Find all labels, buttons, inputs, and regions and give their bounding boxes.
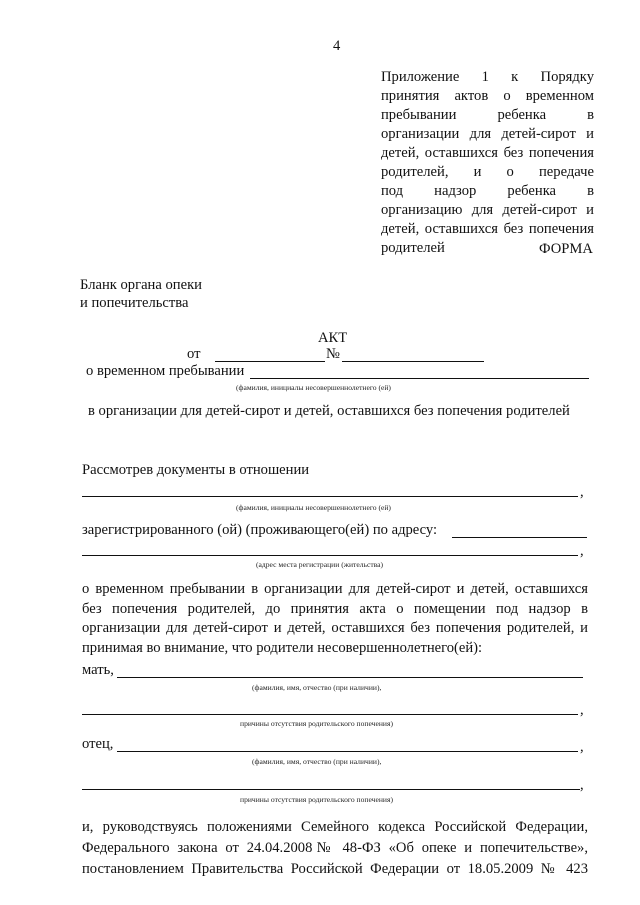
appendix-line: родителей, и о передаче bbox=[381, 164, 594, 180]
body-line: о временном пребывании в организации для детей-сирот и детей, оставшихся bbox=[82, 581, 588, 597]
appendix-line: под надзор ребенка в bbox=[381, 183, 594, 199]
registered-label: зарегистрированного (ой) (проживающего(ей) по адресу: bbox=[82, 522, 438, 538]
hint-mother-fio: (фамилия, имя, отчество (при наличии), bbox=[252, 683, 382, 692]
number-sign: № bbox=[326, 346, 340, 362]
hint-father-fio: (фамилия, имя, отчество (при наличии), bbox=[252, 757, 382, 766]
appendix-line: Приложение 1 к Порядку bbox=[381, 69, 594, 85]
body-line: без попечения родителей, до принятия акта о помещении под надзор в bbox=[82, 600, 588, 617]
final-line: Федерального закона от 24.04.2008№ 48-ФЗ «Об опеке и попечительстве», bbox=[82, 840, 588, 856]
number-field[interactable] bbox=[342, 361, 484, 362]
address-field-2[interactable] bbox=[82, 555, 578, 556]
appendix-note bbox=[381, 68, 594, 258]
final-line: постановлением Правительства Российской Федерации от 18.05.2009 № 423 bbox=[82, 861, 588, 877]
letterhead-line-1: Бланк органа опеки bbox=[80, 277, 202, 293]
letterhead-line-2: и попечительства bbox=[80, 295, 189, 311]
appendix-line: пребывании ребенка в bbox=[381, 107, 594, 123]
hint-father-reasons: причины отсутствия родительского попечения) bbox=[240, 795, 393, 804]
father-label: отец, bbox=[82, 736, 114, 752]
reviewed-label: Рассмотрев документы в отношении bbox=[82, 462, 310, 478]
appendix-line: принятия актов о временном bbox=[381, 88, 594, 104]
comma: , bbox=[580, 702, 584, 718]
comma: , bbox=[580, 484, 584, 500]
appendix-line: организации для детей-сирот и bbox=[381, 126, 594, 142]
appendix-line: родителей bbox=[381, 240, 445, 256]
stay-label: о временном пребывании bbox=[86, 363, 245, 379]
hint-address: (адрес места регистрации (жительства) bbox=[256, 560, 384, 569]
mother-reason-field[interactable] bbox=[82, 714, 578, 715]
body-line: принимая во внимание, что родители несовершеннолетнего(ей): bbox=[82, 639, 483, 656]
hint-minor-fio-2: (фамилия, инициалы несовершеннолетнего (ей) bbox=[236, 503, 391, 512]
act-title: АКТ bbox=[318, 330, 348, 346]
father-name-field[interactable] bbox=[117, 751, 578, 752]
address-field[interactable] bbox=[452, 537, 587, 538]
comma: , bbox=[580, 739, 584, 755]
minor-name-field[interactable] bbox=[250, 378, 589, 379]
final-line: и, руководствуясь положениями Семейного кодекса Российской Федерации, bbox=[82, 819, 588, 835]
appendix-line: детей, оставшихся без попечения bbox=[381, 145, 594, 161]
organization-line: в организации для детей-сирот и детей, оставшихся без попечения родителей bbox=[88, 403, 570, 419]
from-label: от bbox=[187, 346, 201, 362]
comma: , bbox=[580, 543, 584, 559]
father-reason-field[interactable] bbox=[82, 789, 580, 790]
body-paragraph bbox=[82, 580, 588, 658]
appendix-line: детей, оставшихся без попечения bbox=[381, 221, 594, 237]
minor-name-field-2[interactable] bbox=[82, 496, 578, 497]
mother-name-field[interactable] bbox=[117, 677, 583, 678]
comma: , bbox=[580, 777, 584, 793]
mother-label: мать, bbox=[82, 662, 114, 678]
forma-label: ФОРМА bbox=[539, 241, 593, 257]
hint-minor-fio: (фамилия, инициалы несовершеннолетнего (ей) bbox=[236, 383, 391, 392]
body-line: организации для детей-сирот и детей, оставшихся без попечения родителей, и bbox=[82, 620, 588, 636]
final-paragraph bbox=[82, 817, 588, 880]
page-number: 4 bbox=[333, 38, 341, 54]
date-field[interactable] bbox=[215, 361, 325, 362]
appendix-line: организацию для детей-сирот и bbox=[381, 202, 594, 218]
hint-mother-reasons: причины отсутствия родительского попечения) bbox=[240, 719, 393, 728]
